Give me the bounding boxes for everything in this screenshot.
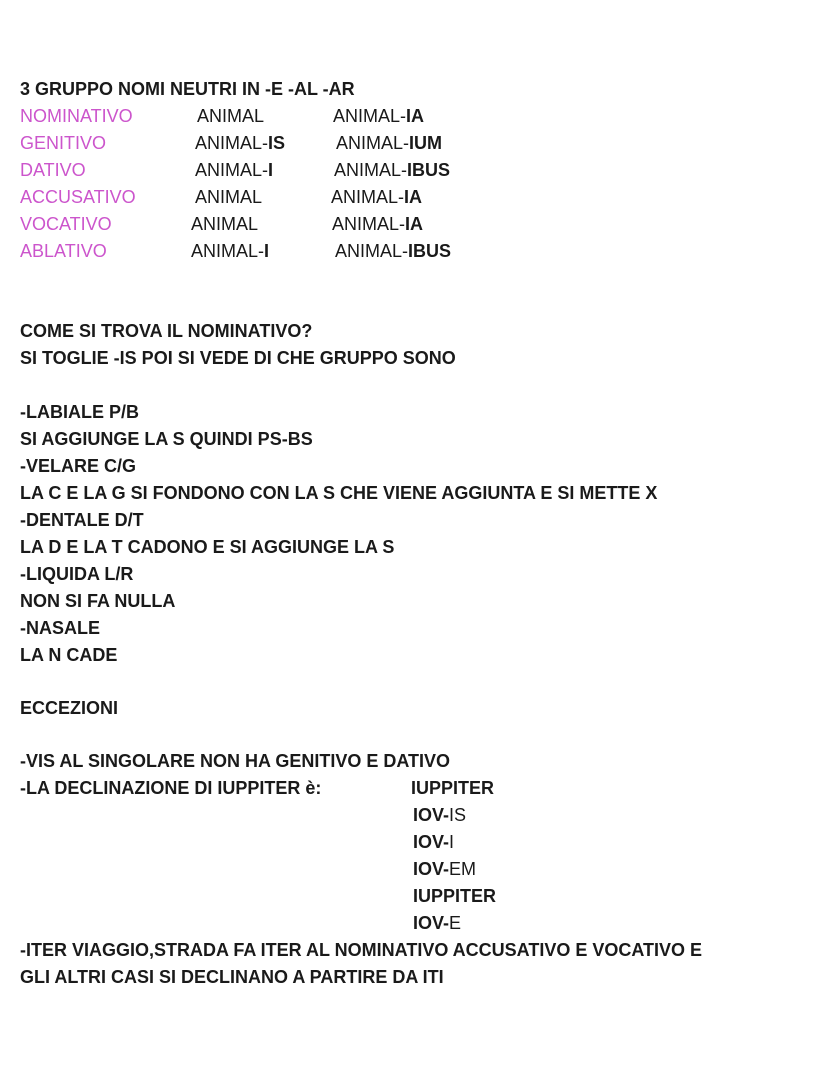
- iuppiter-form: IOV-I: [413, 832, 455, 852]
- plural-form: ANIMAL-IBUS: [335, 241, 452, 261]
- plural-form: ANIMAL-IA: [333, 106, 425, 126]
- rule-line: LA D E LA T CADONO E SI AGGIUNGE LA S: [20, 537, 395, 557]
- iuppiter-form: IOV-EM: [413, 859, 477, 879]
- singular-form: ANIMAL: [191, 214, 259, 234]
- plural-form: ANIMAL-IBUS: [334, 160, 451, 180]
- rule-line: SI AGGIUNGE LA S QUINDI PS-BS: [20, 429, 313, 449]
- plural-form: ANIMAL-IUM: [336, 133, 443, 153]
- singular-form: ANIMAL-IS: [195, 133, 286, 153]
- rule-line: -LIQUIDA L/R: [20, 564, 134, 584]
- iter-rule-line-2: GLI ALTRI CASI SI DECLINANO A PARTIRE DA ITI: [20, 967, 444, 987]
- case-label: NOMINATIVO: [20, 106, 133, 126]
- iuppiter-form: IOV-IS: [413, 805, 467, 825]
- rule-line: -DENTALE D/T: [20, 510, 144, 530]
- case-label: ABLATIVO: [20, 241, 107, 261]
- plural-form: ANIMAL-IA: [331, 187, 423, 207]
- iuppiter-form: IUPPITER: [411, 778, 495, 798]
- case-label: ACCUSATIVO: [20, 187, 136, 207]
- rule-line: -NASALE: [20, 618, 100, 638]
- rule-line: LA N CADE: [20, 645, 118, 665]
- case-label: GENITIVO: [20, 133, 107, 153]
- iuppiter-form: IUPPITER: [413, 886, 497, 906]
- singular-form: ANIMAL-I: [191, 241, 270, 261]
- plural-form: ANIMAL-IA: [332, 214, 424, 234]
- iter-rule-line-1: -ITER VIAGGIO,STRADA FA ITER AL NOMINATIVO ACCUSATIVO E VOCATIVO E: [20, 940, 703, 960]
- singular-form: ANIMAL: [197, 106, 265, 126]
- case-label: VOCATIVO: [20, 214, 112, 234]
- nominative-question: COME SI TROVA IL NOMINATIVO?: [20, 321, 313, 341]
- singular-form: ANIMAL-I: [195, 160, 274, 180]
- singular-form: ANIMAL: [195, 187, 263, 207]
- iuppiter-label: -LA DECLINAZIONE DI IUPPITER è:: [20, 778, 322, 798]
- vis-rule: -VIS AL SINGOLARE NON HA GENITIVO E DATIVO: [20, 751, 451, 771]
- rule-line: LA C E LA G SI FONDONO CON LA S CHE VIENE AGGIUNTA E SI METTE X: [20, 483, 658, 503]
- rule-line: NON SI FA NULLA: [20, 591, 176, 611]
- section-heading: 3 GRUPPO NOMI NEUTRI IN -E -AL -AR: [20, 79, 355, 99]
- rule-line: -VELARE C/G: [20, 456, 137, 476]
- exceptions-title: ECCEZIONI: [20, 698, 119, 718]
- iuppiter-form: IOV-E: [413, 913, 462, 933]
- nominative-answer: SI TOGLIE -IS POI SI VEDE DI CHE GRUPPO SONO: [20, 348, 456, 368]
- case-label: DATIVO: [20, 160, 86, 180]
- rule-line: -LABIALE P/B: [20, 402, 139, 422]
